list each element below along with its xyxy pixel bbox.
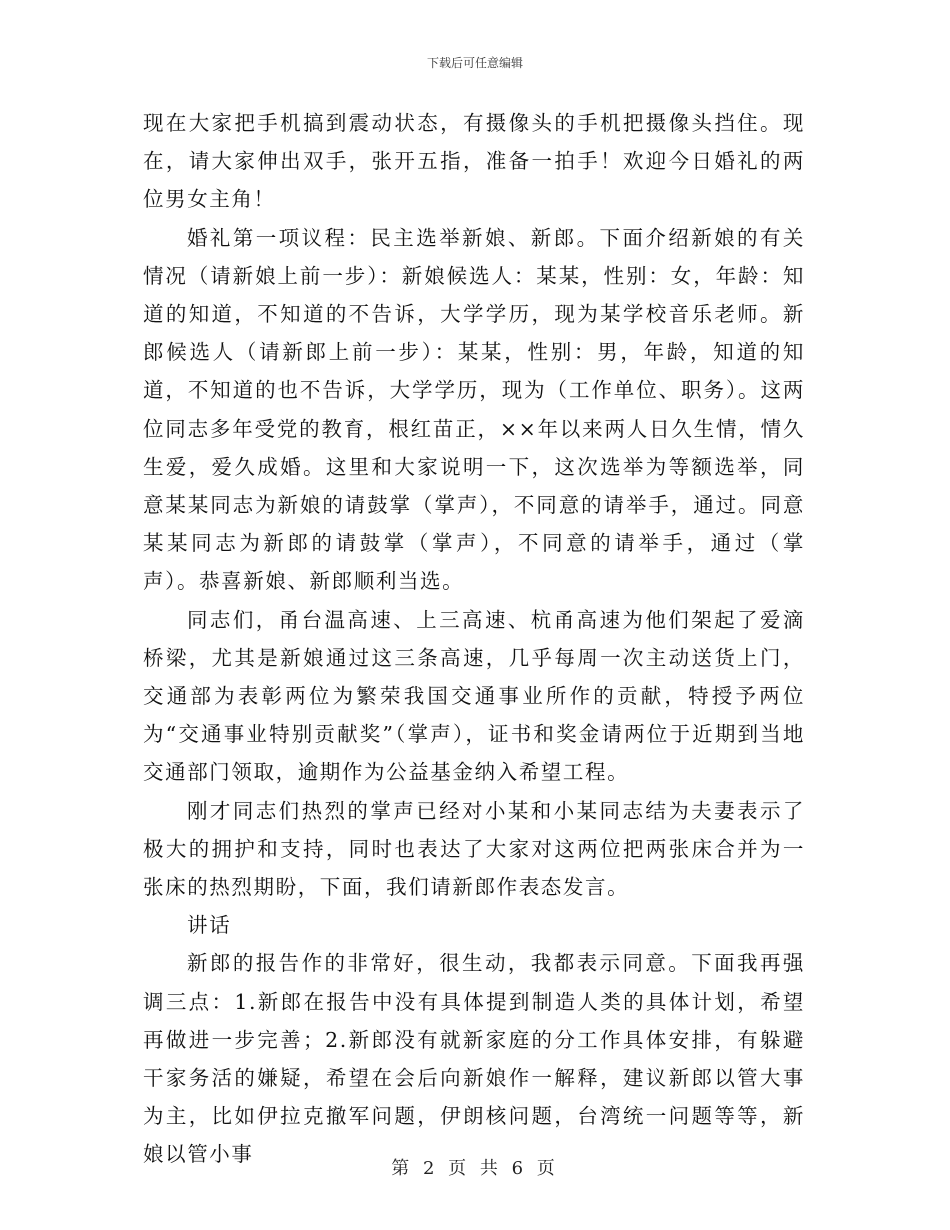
paragraph-5-heading: 讲话	[187, 913, 232, 938]
paragraph-6: 新郎的报告作的非常好，很生动，我都表示同意。下面我再强调三点：1.新郎在报告中没有具体提到制造人类的具体计划，希望再做进一步完善；2.新郎没有就新家庭的分工作具体安排，有躲避干家务活的嫌疑，希望在会后向新娘作一解释，建议新郎以管大事为主，比如伊拉克撤军问题，伊朗核问题，台湾统一问题等等，新娘以管小事	[143, 951, 805, 1167]
document-body	[143, 104, 805, 1174]
page-footer: 第 2 页 共 6 页	[391, 1158, 559, 1179]
paragraph-4: 刚才同志们热烈的掌声已经对小某和小某同志结为夫妻表示了极大的拥护和支持，同时也表达了大家对这两位把两张床合并为一张床的热烈期盼，下面，我们请新郎作表态发言。	[143, 798, 805, 900]
paragraph-3: 同志们，甬台温高速、上三高速、杭甬高速为他们架起了爱滴桥梁，尤其是新娘通过这三条高速，几乎每周一次主动送货上门，交通部为表彰两位为繁荣我国交通事业所作的贡献，特授予两位为“交通事业特别贡献奖”（掌声），证书和奖金请两位于近期到当地交通部门领取，逾期作为公益基金纳入希望工程。	[143, 607, 805, 785]
paragraph-2: 婚礼第一项议程：民主选举新娘、新郎。下面介绍新娘的有关情况（请新娘上前一步）：新娘候选人：某某，性别：女，年龄：知道的知道，不知道的不告诉，大学学历，现为某学校音乐老师。新郎候选人（请新郎上前一步）：某某，性别：男，年龄，知道的知道，不知道的也不告诉，大学学历，现为（工作单位、职务）。这两位同志多年受党的教育，根红苗正，××年以来两人日久生情，情久生爱，爱久成婚。这里和大家说明一下，这次选举为等额选举，同意某某同志为新娘的请鼓掌（掌声），不同意的请举手，通过。同意某某同志为新郎的请鼓掌（掌声），不同意的请举手，通过（掌声）。恭喜新娘、新郎顺利当选。	[143, 225, 805, 594]
page-header: 下载后可任意编辑	[426, 56, 523, 70]
paragraph-1: 现在大家把手机搞到震动状态，有摄像头的手机把摄像头挡住。现在，请大家伸出双手，张开五指，准备一拍手！欢迎今日婚礼的两位男女主角！	[143, 111, 805, 212]
